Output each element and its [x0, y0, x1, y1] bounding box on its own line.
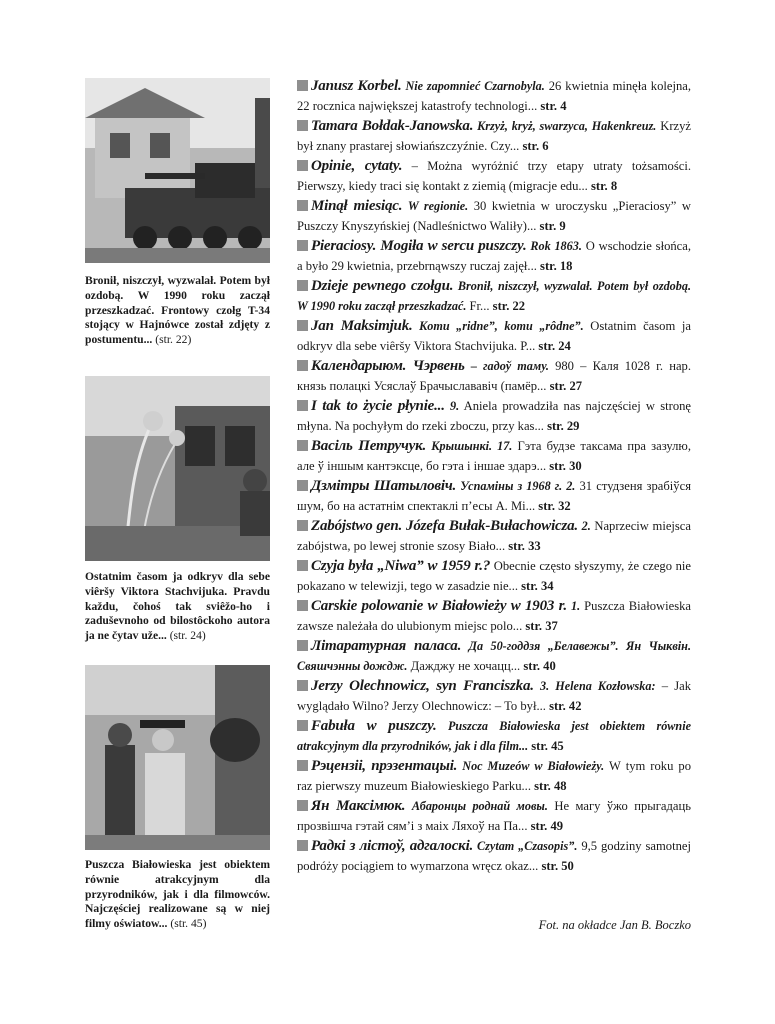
toc-entry-title: Літаратурная паласа.	[311, 638, 462, 654]
bullet-square-icon	[297, 600, 308, 611]
forest-film-photo-caption: Puszcza Białowieska jest obiektem równie atrakcyjnym dla przyrodników, jak i dla filmowców. Najczęściej realizowane są w niej filmy oświatow... (str. 45)	[85, 858, 270, 931]
toc-entry-page: str. 9	[539, 218, 566, 233]
bullet-square-icon	[297, 800, 308, 811]
toc-entry-title: Czyja była „Niwa” w 1959 r.?	[311, 558, 491, 574]
bullet-square-icon	[297, 680, 308, 691]
toc-entry-page: str. 32	[538, 498, 571, 513]
toc-entry-page: str. 37	[525, 618, 558, 633]
bullet-square-icon	[297, 160, 308, 171]
toc-entry-page: str. 49	[530, 818, 564, 833]
bullet-square-icon	[297, 520, 308, 531]
toc-entry-page: str. 33	[508, 538, 541, 553]
cover-photo-credit: Fot. na okładce Jan B. Boczko	[538, 918, 691, 932]
toc-entry-page: str. 30	[549, 458, 582, 473]
bullet-square-icon	[297, 320, 308, 331]
toc-entry-title: Tamara Bołdak-Janowska.	[311, 118, 474, 134]
bullet-square-icon	[297, 720, 308, 731]
toc-entry	[297, 717, 691, 757]
toc-entry-title: Pieraciosy. Mogiła w sercu puszczy.	[311, 238, 527, 254]
toc-entry-subtitle: 2.	[581, 519, 591, 533]
bullet-square-icon	[297, 640, 308, 651]
toc-entry-text: Puszcza Białowieska zawsze należała do ulubionym miejsc polo...	[297, 599, 691, 633]
toc-entry-subtitle: Puszcza Białowieska jest obiektem równie atrakcyjnym dla przyrodników, jak i dla film...	[297, 719, 691, 753]
toc-entry	[297, 237, 691, 277]
toc-entry-subtitle: 1.	[571, 599, 581, 613]
toc-entry-page: str. 42	[549, 698, 582, 713]
toc-entry-title: Dzieje pewnego czołgu.	[311, 278, 454, 294]
bullet-square-icon	[297, 120, 308, 131]
toc-entry-subtitle: 3. Helena Kozłowska:	[540, 679, 656, 693]
toc-entry	[297, 677, 691, 717]
bullet-square-icon	[297, 400, 308, 411]
toc-entry	[297, 317, 691, 357]
toc-entry-subtitle: Krzyż, kryż, swarzyca, Hakenkreuz.	[477, 119, 657, 133]
toc-entry-page: str. 45	[531, 738, 564, 753]
toc-entry	[297, 277, 691, 317]
toc-entry-subtitle: Komu „ridne”, komu „rôdne”.	[419, 319, 584, 333]
toc-entry-text: Naprzeciw miejsca zabójstwa, po lewej stronie szosy Biało...	[297, 519, 691, 553]
toc-entry-text: 9,5 godziny samotnej podróży pociągiem to wymarzona wręcz okaz...	[297, 839, 691, 873]
toc-entry-title: Календарыюм. Чэрвень	[311, 358, 465, 374]
toc-entry	[297, 597, 691, 637]
toc-entry-subtitle: Czytam „Czasopis”.	[477, 839, 578, 853]
toc-entry-text: Obecnie często słyszymy, że czego nie pokazano w telewizji, tego w zasadzie nie...	[297, 559, 691, 593]
toc-entry-subtitle: Крышынкі. 17.	[431, 439, 513, 453]
toc-entry-title: Дзмітры Шатыловіч.	[311, 478, 457, 494]
toc-entry	[297, 757, 691, 797]
toc-entry-title: Minął miesiąc.	[311, 198, 403, 214]
toc-entry-page: str. 29	[547, 418, 580, 433]
toc-entry-subtitle: Абаронцы роднай мовы.	[411, 799, 548, 813]
toc-entry-title: Fabuła w puszczy.	[311, 718, 437, 734]
toc-entry-title: Carskie polowanie w Białowieży w 1903 r.	[311, 598, 567, 614]
toc-entry-page: str. 24	[538, 338, 571, 353]
toc-entry-subtitle: Bronił, niszczył, wyzwalał. Potem był ozdobą. W 1990 roku zaczął przeszkadzać.	[297, 279, 691, 313]
toc-entry-page: str. 22	[492, 298, 526, 313]
toc-entry	[297, 357, 691, 397]
toc-entry-page: str. 8	[591, 178, 618, 193]
toc-entry-subtitle: Успаміны з 1968 г. 2.	[460, 479, 576, 493]
toc-entry-text: Ostatnim časom ja odkryv dla sebe viêršy Viktora Stachvijuka. P...	[297, 319, 691, 353]
toc-entry-text: Не магу ўжо прыгадаць прозвішча гэтай сям’і з маіх Ляхоў на Па...	[297, 799, 691, 833]
toc-entry	[297, 477, 691, 517]
bullet-square-icon	[297, 440, 308, 451]
toc-entry-subtitle: Rok 1863.	[530, 239, 582, 253]
toc-entry-text: Дажджу не хочацц...	[407, 658, 521, 673]
toc-entry	[297, 517, 691, 557]
toc-entry-text: Гэта будзе таксама пра зазулю, але ў іншым кантэксце, бо гэта і іншае здарэ...	[297, 439, 691, 473]
table-of-contents	[297, 77, 691, 877]
toc-entry-title: Jan Maksimjuk.	[311, 318, 413, 334]
toc-entry-text: Fr...	[466, 298, 490, 313]
toc-entry-page: str. 18	[540, 258, 573, 273]
toc-entry-page: str. 27	[549, 378, 583, 393]
toc-entry-subtitle: 9.	[449, 399, 460, 413]
toc-entry-text: 31 студзеня зрабіўся шум, бо на астатнім спектаклі п’есы А. Мі...	[297, 479, 691, 513]
toc-entry-title: Ян Максімюк.	[311, 798, 406, 814]
toc-entry-title: Радкі з лістоў, адгалоскі.	[311, 838, 474, 854]
toc-entry-title: Janusz Korbel.	[311, 78, 402, 94]
bullet-square-icon	[297, 200, 308, 211]
toc-entry	[297, 837, 691, 877]
bullet-square-icon	[297, 280, 308, 291]
toc-entry	[297, 77, 691, 117]
village-photo-caption: Ostatnim časom ja odkryv dla sebe viêršy Viktora Stachvijuka. Pravdu každu, čohoś tak sviêžo-ho i zaduševnoho od bilostôckoho autora ja ne čytav uže... (str. 24)	[85, 570, 270, 643]
toc-entry-subtitle: Nie zapomnieć Czarnobyla.	[405, 79, 545, 93]
village-photo	[85, 376, 270, 561]
toc-entry-text: 26 kwietnia minęła kolejna, 22 rocznica największej katastrofy technologi...	[297, 79, 691, 113]
toc-entry-title: Zabójstwo gen. Józefa Bułak-Bułachowicza.	[311, 518, 578, 534]
toc-entry-title: Opinie, cytaty.	[311, 158, 403, 174]
toc-entry-title: I tak to życie płynie...	[311, 398, 445, 414]
bullet-square-icon	[297, 840, 308, 851]
toc-entry-page: str. 48	[534, 778, 567, 793]
toc-entry-subtitle: W regionie.	[407, 199, 469, 213]
toc-entry	[297, 197, 691, 237]
toc-entry-text: Krzyż był znany prastarej słowiańszczyźnie. Czy...	[297, 119, 691, 153]
forest-film-photo	[85, 665, 270, 850]
toc-entry-page: str. 34	[521, 578, 554, 593]
bullet-square-icon	[297, 560, 308, 571]
tank-photo	[85, 78, 270, 263]
bullet-square-icon	[297, 240, 308, 251]
toc-entry-title: Васіль Петручук.	[311, 438, 427, 454]
bullet-square-icon	[297, 80, 308, 91]
toc-entry-subtitle: – гадоў таму.	[470, 359, 549, 373]
bullet-square-icon	[297, 480, 308, 491]
toc-entry-page: str. 6	[522, 138, 549, 153]
toc-entry-text: 30 kwietnia w uroczysku „Pieraciosy” w Puszczy Knyszyńskiej (Nadleśnictwo Waliły)...	[297, 199, 691, 233]
toc-entry	[297, 557, 691, 597]
toc-entry-subtitle: Да 50-годдзя „Белавежы”. Ян Чыквін. Свяшчэнны дождж.	[297, 639, 691, 673]
bullet-square-icon	[297, 760, 308, 771]
toc-entry	[297, 437, 691, 477]
toc-entry-page: str. 40	[523, 658, 556, 673]
tank-photo-caption: Bronił, niszczył, wyzwalał. Potem był ozdobą. W 1990 roku zaczął przeszkadzać. Frontowy czołg T-34 stojący w Hajnówce został zdjęty z postumentu... (str. 22)	[85, 274, 270, 347]
toc-entry-page: str. 50	[541, 858, 574, 873]
bullet-square-icon	[297, 360, 308, 371]
toc-entry-text: – Jak wyglądało Wilno? Jerzy Olechnowicz: – To był...	[297, 679, 691, 713]
toc-entry	[297, 637, 691, 677]
toc-entry-text: – Można wyróżnić trzy etapy utraty tożsamości. Pierwszy, kiedy traci się kontakt z ziemią (migracje edu...	[297, 159, 691, 193]
toc-entry	[297, 157, 691, 197]
toc-entry-text: 980 – Каля 1028 г. нар. князь полацкі Усяслаў Брачыслававіч (памёр...	[297, 359, 691, 393]
toc-entry	[297, 117, 691, 157]
toc-entry-title: Рэцензіі, прэзентацыі.	[311, 758, 458, 774]
toc-entry-text: W tym roku po raz pierwszy muzeum Białowieskiego Parku...	[297, 759, 691, 793]
toc-entry	[297, 797, 691, 837]
toc-entry-title: Jerzy Olechnowicz, syn Franciszka.	[311, 678, 534, 694]
toc-entry-subtitle: Noc Muzeów w Białowieży.	[462, 759, 605, 773]
toc-entry	[297, 397, 691, 437]
toc-entry-text: O wschodzie słońca, a było 29 kwietnia, przebrnąwszy ruczaj zajęł...	[297, 239, 691, 273]
toc-entry-page: str. 4	[540, 98, 567, 113]
toc-entry-text: Aniela prowadziła nas najczęściej w stronę młyna. Na pochyłym do rzeki zboczu, przy kas...	[297, 399, 691, 433]
